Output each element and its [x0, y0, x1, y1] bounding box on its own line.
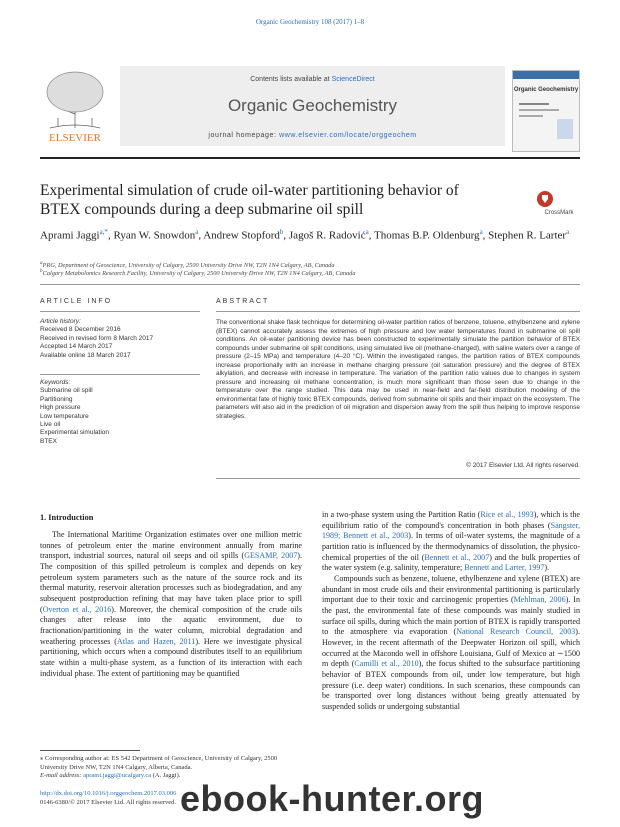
author-affiliation-mark[interactable]: a	[479, 228, 483, 236]
affiliation-b-mark: b	[40, 268, 43, 274]
email-label: E-mail address:	[40, 772, 84, 780]
sciencedirect-link[interactable]: ScienceDirect	[331, 76, 375, 83]
citation-link[interactable]: Mehlman, 2006	[513, 595, 566, 605]
corresponding-author-note: ⁎ Corresponding author at: ES 542 Department of Geoscience, University of Calgary, 2500 University Drive NW, T2N 1N4 Calgary, Alberta, Canada.	[40, 755, 278, 771]
journal-citation[interactable]: Organic Geochemistry 108 (2017) 1–8	[255, 18, 365, 26]
text-run: ) and the bulk properties of the water system (e.g. salinity, temperature;	[322, 552, 581, 573]
publisher-name: ELSEVIER	[49, 132, 101, 144]
abstract-rule	[216, 311, 580, 312]
journal-cover-thumbnail	[512, 70, 580, 152]
history-received: Received 8 December 2016	[40, 326, 121, 334]
affiliation-rule	[40, 284, 580, 285]
author-affiliation-mark[interactable]: a	[566, 228, 570, 236]
keyword: Low temperature	[40, 412, 89, 420]
author-name[interactable]: Jagoš R. Radović	[288, 229, 366, 242]
journal-name: Organic Geochemistry	[227, 96, 398, 115]
article-history	[40, 318, 200, 360]
text-run: ).	[544, 563, 550, 573]
paragraph	[322, 510, 580, 574]
author-name[interactable]: Aprami Jaggi	[40, 229, 100, 242]
text-run: Compounds such as benzene, toluene, ethylbenzene and xylene (BTEX) are abundant in most crude oils and their environmental partitioning is particularly important due to their toxic and carcinogenic properties (	[322, 573, 580, 605]
section-heading-introduction: 1. Introduction	[40, 513, 94, 522]
homepage-prefix: journal homepage:	[208, 132, 280, 139]
text-run: in a two-phase system using the Partition Ratio (	[322, 510, 481, 519]
keyword: BTEX	[40, 437, 57, 445]
text-run: ). Here we investigate physical partitioning, which occurs when a compound distributes itself to an equilibrium state within a multi-phase system, as a function of its interaction with each individual phase. The extent of partitioning may be quantified	[40, 636, 302, 678]
citation-link[interactable]: Rice et al., 1993	[480, 510, 534, 519]
contents-line	[120, 76, 505, 83]
article-title: Experimental simulation of crude oil-water partitioning behavior of BTEX compounds during a deep submarine oil spill	[40, 182, 459, 218]
keywords-label: Keywords:	[40, 379, 71, 386]
author-affiliation-mark[interactable]: a,*	[99, 228, 108, 236]
citation-link[interactable]: GESAMP, 2007	[244, 551, 298, 561]
author-name[interactable]: Stephen R. Larter	[488, 229, 567, 242]
author-affiliation-mark[interactable]: a	[365, 228, 369, 236]
text-run: ). In the past, the environmental fate of these compounds was mainly studied in surface oil spills, during which the main portion of BTEX is rapidly transported to the atmosphere via evaporation (	[322, 595, 580, 637]
body-column-right	[322, 510, 580, 712]
author-list: Aprami Jaggi$^{a,*}$, Ryan W. Snowdon$^a$, Andrew Stopford$^b$, Jagoš R. Radović$^a$, Thomas B.P. Oldenburg$^a$, Stephen R. Larter$^a$	[40, 228, 570, 242]
homepage-link[interactable]: www.elsevier.com/locate/orggeochem	[279, 132, 417, 139]
affiliation-b	[40, 268, 580, 277]
watermark: ebook-hunter.org	[180, 778, 484, 819]
paragraph	[40, 530, 302, 679]
affiliation-b-text: Calgary Metabolomics Research Facility, University of Calgary, 2500 University Drive NW, T2N 1N4 Calgary, AB, Canada	[42, 270, 356, 278]
text-run: ). However, in the recent aftermath of the Deepwater Horizon oil spill, which occurred at the Macondo well in offshore Louisiana, Gulf of Mexico at ∼1500 m depth (	[322, 627, 580, 669]
author-name[interactable]: Thomas B.P. Oldenburg	[374, 229, 480, 242]
article-info-rule	[40, 311, 200, 312]
author-affiliation-mark[interactable]: a	[195, 228, 199, 236]
citation-link[interactable]: Bennett and Larter, 1997	[464, 563, 545, 573]
text-run: ). Moreover, the chemical composition of the crude oils changes after release into the aquatic environment, due to fractionation/partitioning in the water column, microbial degradation and weathering processes (	[40, 604, 302, 646]
abstract-body: The conventional shake flask technique for determining oil-water partition ratios of benzene, toluene, ethylbenzene and xylene (BTEX) cannot accurately assess the extremes of high pressure and low water temperatures found in submarine oil spill conditions. An oil-water partitioning device has been constructed to experimentally simulate the partition behavior of BTEX compounds under submarine oil spill conditions, using simulated live oil (methane-charged), with saline waters over a range of pressure (2–15 MPa) and temperature (4–20 °C). Within the investigated ranges, the partition ratios of BTEX compounds increase proportionally with an increase in methane charging pressure (oil saturation pressure) and the degree of BTEX alkylation, and decrease with increase in temperature. The variation of the partition ratio values due to changes in system pressure and increasing oil methane concentration, is much more significant than those seen due to change in the temperature over the range studied. This data may be used in near-field and far-field distribution modeling of the environmental fate of highly toxic BTEX compounds, derived from submarine oil spills and their impact on the ecosystem. The parameters will also aid in the prediction of oil migration and dispersion away from the spill thus helping to improve response strategies.	[216, 319, 580, 420]
author-name[interactable]: Ryan W. Snowdon	[113, 229, 196, 242]
keywords-rule	[40, 374, 200, 375]
keyword: Submarine oil spill	[40, 387, 93, 395]
affiliation-a-text: PRG, Department of Geoscience, University of Calgary, 2500 University Drive NW, T2N 1N4 Calgary, AB, Canada	[42, 262, 335, 270]
body-column-left	[40, 530, 302, 679]
footnote-rule	[40, 750, 140, 751]
contents-prefix: Contents lists available at	[250, 76, 332, 83]
keywords-list	[40, 379, 200, 446]
paragraph	[322, 574, 580, 713]
citation-link[interactable]: Sangster, 1989; Bennett et al., 2003	[322, 520, 580, 541]
citation-link[interactable]: Overton et al., 2016	[42, 604, 112, 614]
keyword: High pressure	[40, 404, 81, 412]
text-run: ), the focus shifted to the subsurface partitioning behavior of BTEX compounds from oil, under low temperature, but high pressure (i.e. deep water) conditions. In such scenarios, these compounds can be transported over long distances without being greatly attenuated by suspended solids or undergoing substantial	[322, 659, 580, 711]
history-online: Available online 18 March 2017	[40, 351, 131, 359]
abstract-end-rule	[216, 478, 580, 479]
elsevier-logo	[40, 68, 110, 144]
article-info-heading: ARTICLE INFO	[40, 298, 113, 305]
crossmark-badge[interactable]	[536, 190, 582, 223]
text-run: ). The composition of this spilled petroleum is complex and depends on key petroleum system parameters such as the nature of the source rock and its thermal maturity, reservoir alteration processes such as biodegradation, and any subsequent postproduction refining that may have taken place prior to spill (	[40, 551, 302, 614]
cover-title: Organic Geochemistry	[513, 87, 579, 93]
citation-link[interactable]: National Research Council, 2003	[456, 627, 576, 637]
tree-icon	[47, 72, 103, 128]
footnote	[40, 755, 302, 781]
author-name[interactable]: Andrew Stopford	[203, 229, 280, 242]
text-run: The International Maritime Organization estimates over one million metric tonnes of petroleum enter the marine environment annually from marine transport, industrial sources, natural oil seeps and oil spills (	[40, 530, 302, 561]
keyword: Experimental simulation	[40, 429, 110, 437]
crossmark-icon	[537, 191, 553, 207]
citation-link[interactable]: Camilli et al., 2010	[354, 659, 419, 669]
issn-line: 0146-6380/© 2017 Elsevier Ltd. All rights reserved.	[40, 799, 176, 806]
citation-link[interactable]: Bennett et al., 2007	[424, 552, 490, 562]
text-run: ). In terms of oil-water systems, the magnitude of a partition ratio is influenced by the thermodynamics of dissolution, the physico-chemical properties of the oil (	[322, 531, 580, 562]
keyword: Partitioning	[40, 395, 73, 403]
history-accepted: Accepted 14 March 2017	[40, 343, 113, 351]
header-rule	[40, 157, 580, 159]
keyword: Live oil	[40, 421, 61, 429]
abstract-copyright: © 2017 Elsevier Ltd. All rights reserved.	[466, 462, 580, 469]
author-affiliation-mark[interactable]: b	[279, 228, 284, 236]
crossmark-label: CrossMark	[544, 210, 574, 216]
text-run: ), which is the equilibrium ratio of the compound's concentration in both phases (	[322, 510, 580, 530]
citation-link[interactable]: Atlas and Hazen, 2011	[116, 636, 196, 646]
affiliation-a-mark: a	[40, 260, 43, 266]
history-label: Article history:	[40, 318, 81, 325]
abstract-heading: ABSTRACT	[216, 298, 270, 305]
email-link[interactable]: aprami.jaggi@ucalgary.ca	[83, 772, 152, 780]
history-revised: Received in revised form 8 March 2017	[40, 334, 154, 342]
email-suffix: (A. Jaggi).	[151, 772, 181, 780]
doi-link[interactable]: http://dx.doi.org/10.1016/j.orggeochem.2017.03.006	[40, 790, 177, 797]
journal-homepage	[120, 132, 505, 139]
